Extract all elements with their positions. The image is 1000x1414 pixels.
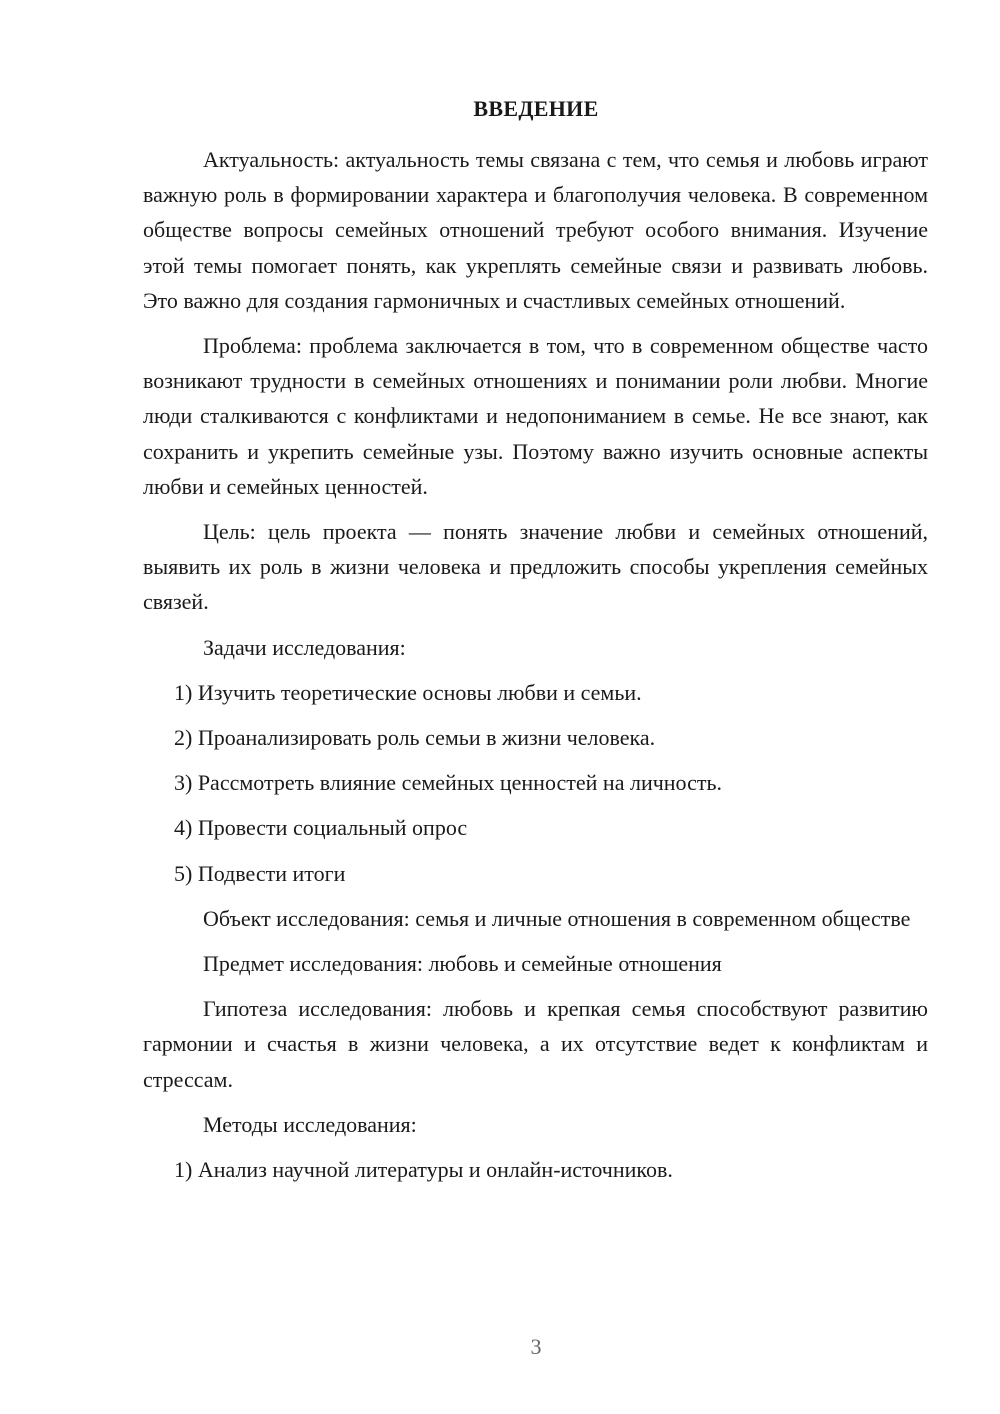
tasks-heading: Задачи исследования: [203, 634, 406, 660]
paragraph-relevance: Актуальность: актуальность темы связана с тем, что семья и любовь играют важную роль в формировании характера и благополучия человека. В современном обществе вопросы семейных отношений требуют особого внимания. Изучение этой темы помогает понять, как укреплять семейные связи и развивать любовь. Это важно для создания гармоничных и счастливых семейных отношений. [143, 147, 928, 313]
methods-heading: Методы исследования: [203, 1111, 417, 1137]
task-item: 1) Изучить теоретические основы любви и семьи. [174, 679, 642, 705]
task-item: 3) Рассмотреть влияние семейных ценностей на личность. [174, 770, 723, 796]
task-item: 2) Проанализировать роль семьи в жизни человека. [174, 725, 656, 751]
paragraph-subject: Предмет исследования: любовь и семейные отношения [203, 951, 722, 977]
paragraph-object: Объект исследования: семья и личные отношения в современном обществе [203, 905, 911, 931]
page-number: 3 [530, 1334, 542, 1359]
paragraph-hypothesis: Гипотеза исследования: любовь и крепкая семья способствуют развитию гармонии и счастья в жизни человека, а их отсутствие ведет к конфликтам и стрессам. [143, 996, 928, 1092]
paragraph-goal: Цель: цель проекта — понять значение любви и семейных отношений, выявить их роль в жизни человека и предложить способы укрепления семейных связей. [143, 519, 928, 615]
body-text [143, 142, 928, 1187]
method-item: 1) Анализ научной литературы и онлайн-источников. [174, 1157, 673, 1183]
paragraph-problem: Проблема: проблема заключается в том, что в современном обществе часто возникают трудности в семейных отношениях и понимании роли любви. Многие люди сталкиваются с конфликтами и недопониманием в семье. Не все знают, как сохранить и укрепить семейные узы. Поэтому важно изучить основные аспекты любви и семейных ценностей. [143, 333, 928, 499]
page-title: ВВЕДЕНИЕ [473, 96, 599, 121]
task-item: 4) Провести социальный опрос [174, 815, 468, 841]
task-item: 5) Подвести итоги [174, 860, 346, 886]
